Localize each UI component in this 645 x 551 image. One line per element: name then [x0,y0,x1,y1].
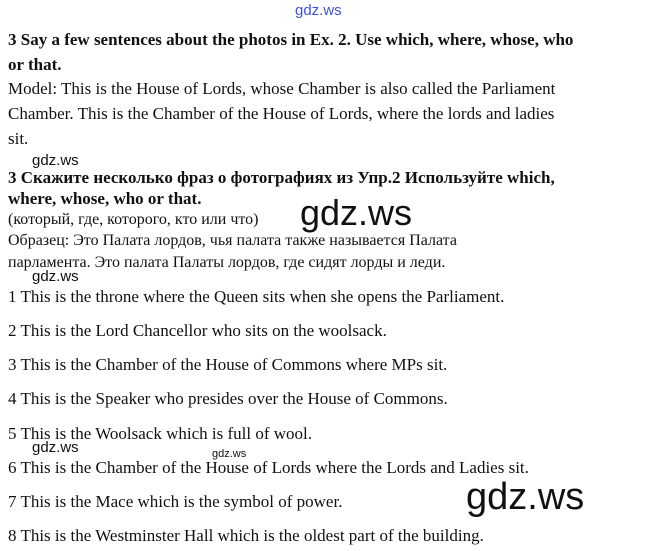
task-heading-en-line1: 3 Say a few sentences about the photos in Ex. 2. Use which, where, whose, who [8,30,574,49]
watermark-bottom-left: gdz.ws [32,439,79,456]
task-heading-en-line2: or that. [8,55,62,74]
model-en-line3: sit. [8,129,29,148]
model-en-line2: Chamber. This is the Chamber of the House of Lords, where the lords and ladies [8,104,555,123]
answer-item-5: 5 This is the Woolsack which is full of wool. [8,424,312,443]
task-heading-ru-line2: where, whose, who or that. [8,189,202,208]
answer-item-3: 3 This is the Chamber of the House of Commons where MPs sit. [8,355,448,374]
answer-item-6: 6 This is the Chamber of the House of Lords where the Lords and Ladies sit. [8,458,529,477]
answer-item-7: 7 This is the Mace which is the symbol of power. [8,492,343,511]
answer-item-4: 4 This is the Speaker who presides over the House of Commons. [8,389,448,408]
model-en-line1: Model: This is the House of Lords, whose Chamber is also called the Parliament [8,79,556,98]
watermark-bottom-right: gdz.ws [466,476,585,518]
task-heading-ru-line1: 3 Скажите несколько фраз о фотографиях из Упр.2 Используйте which, [8,168,555,187]
answer-item-1: 1 This is the throne where the Queen sits when she opens the Parliament. [8,287,505,306]
watermark-mid-left-1: gdz.ws [32,152,79,169]
model-ru-line2: парламента. Это палата Палаты лордов, где сидят лорды и леди. [8,254,446,271]
watermark-mid-left-2: gdz.ws [32,268,79,285]
watermark-mid-center: gdz.ws [300,192,413,233]
answer-item-2: 2 This is the Lord Chancellor who sits on the woolsack. [8,321,387,340]
watermark-top: gdz.ws [295,2,342,19]
model-ru-line1: Образец: Это Палата лордов, чья палата также называется Палата [8,232,457,249]
watermark-bottom-center: gdz.ws [212,448,247,460]
gloss-ru: (который, где, которого, кто или что) [8,211,259,228]
answer-item-8: 8 This is the Westminster Hall which is the oldest part of the building. [8,526,484,545]
